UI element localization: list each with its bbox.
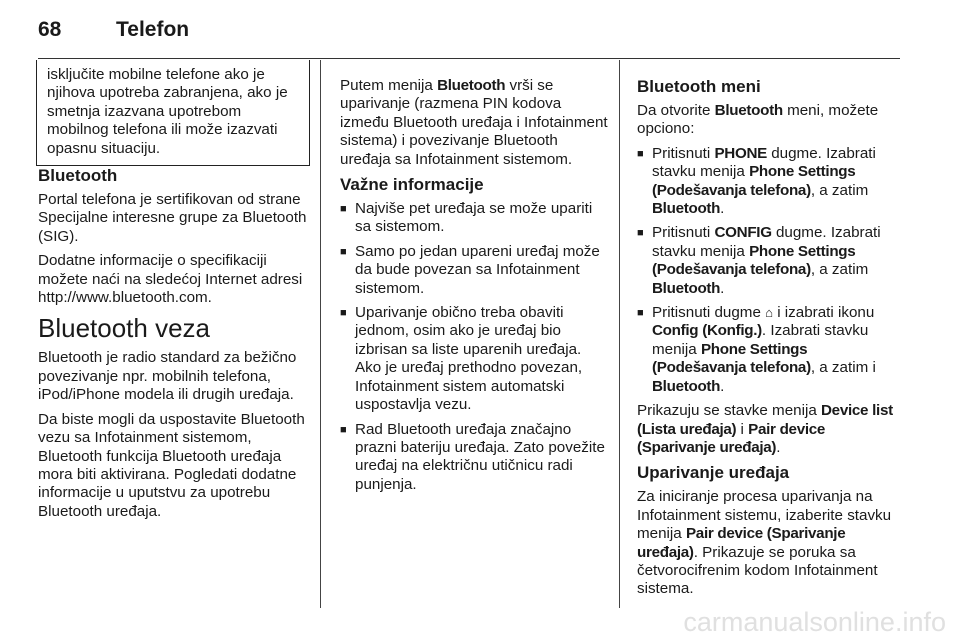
list-item: ■ Najviše pet uređaja se može upariti sa sistemom.: [340, 200, 610, 237]
menu-items-paragraph: Prikazuju se stavke menija Device list (Lista uređaja) i Pair device (Sparivanje uređaja).: [637, 402, 893, 456]
open-menu-options: [637, 145, 905, 396]
home-icon: ⌂: [765, 305, 773, 321]
page-title: Telefon: [116, 18, 190, 41]
column-divider-1: [320, 60, 321, 608]
bluetooth-menu-heading: Bluetooth meni: [637, 77, 761, 96]
important-info-list: [340, 200, 610, 494]
column-divider-2: [619, 60, 620, 608]
column-2: [340, 77, 610, 500]
bluetooth-veza-heading: Bluetooth veza: [38, 313, 211, 344]
list-item: ■ Pritisnuti PHONE dugme. Izabrati stavku menija Phone Settings (Podešavanja telefona), a zatim Bluetooth.: [637, 145, 905, 219]
header-rule: [38, 58, 900, 59]
bluetooth-paragraph-2: Dodatne informacije o specifikaciji možete naći na sledećoj Internet adresi http://www.bluetooth.com.: [38, 252, 303, 307]
pairing-heading: Uparivanje uređaja: [637, 463, 790, 483]
veza-paragraph-1: Bluetooth je radio standard za bežično povezivanje npr. mobilnih telefona, iPod/iPhone modela ili drugih uređaja.: [38, 349, 297, 404]
column-1: [38, 60, 310, 527]
bluetooth-paragraph-1: Portal telefona je sertifikovan od strane Specijalne interesne grupe za Bluetooth (SIG).: [38, 191, 307, 245]
list-item: ■ Pritisnuti dugme ⌂ i izabrati ikonu Config (Konfig.). Izabrati stavku menija Phone Settings (Podešavanja telefona), a zatim i Bluetooth.: [637, 304, 905, 396]
list-item: ■ Uparivanje obično treba obaviti jednom, osim ako je uređaj bio izbrisan sa liste uparenih uređaja. Ako je uređaj prethodno povezan, Infotainment sistem automatski uspostavlja vezu.: [340, 304, 610, 414]
warning-note-box: [36, 60, 310, 166]
page-header: [38, 18, 189, 42]
column-3: [637, 77, 905, 605]
bluetooth-menu-intro: Putem menija Bluetooth vrši se uparivanje (razmena PIN kodova između Bluetooth uređaja i Infotainment sistema) i povezivanje Bluetooth uređaja sa Infotainment sistemom.: [340, 77, 608, 168]
bluetooth-heading: Bluetooth: [38, 166, 118, 186]
open-menu-intro: Da otvorite Bluetooth meni, možete opciono:: [637, 102, 879, 138]
watermark: carmanualsonline.info: [683, 607, 946, 637]
list-item: ■ Rad Bluetooth uređaja značajno prazni bateriju uređaja. Zato povežite uređaj na električnu utičnicu radi punjenja.: [340, 421, 610, 495]
list-item: ■ Samo po jedan upareni uređaj može da bude povezan sa Infotainment sistemom.: [340, 243, 610, 298]
list-item: ■ Pritisnuti CONFIG dugme. Izabrati stavku menija Phone Settings (Podešavanja telefona), a zatim Bluetooth.: [637, 224, 905, 298]
important-info-heading: Važne informacije: [340, 175, 484, 195]
pairing-paragraph: Za iniciranje procesa uparivanja na Infotainment sistemu, izaberite stavku menija Pair device (Sparivanje uređaja). Prikazuje se poruka sa četvorocifrenim kodom Infotainment sistema.: [637, 488, 892, 598]
veza-paragraph-2: Da biste mogli da uspostavite Bluetooth vezu sa Infotainment sistemom, Bluetooth funkcija Bluetooth uređaja mora biti aktivirana. Pogledati dodatne informacije u uputstvu za upotrebu Bluetooth uređaja.: [38, 410, 305, 520]
page-number: 68: [38, 18, 62, 41]
warning-note-text: isključite mobilne telefone ako je njihova upotreba zabranjena, ako je smetnja izazvana upotrebom mobilnog telefona ili može izazvati opasnu situaciju.: [47, 66, 288, 157]
